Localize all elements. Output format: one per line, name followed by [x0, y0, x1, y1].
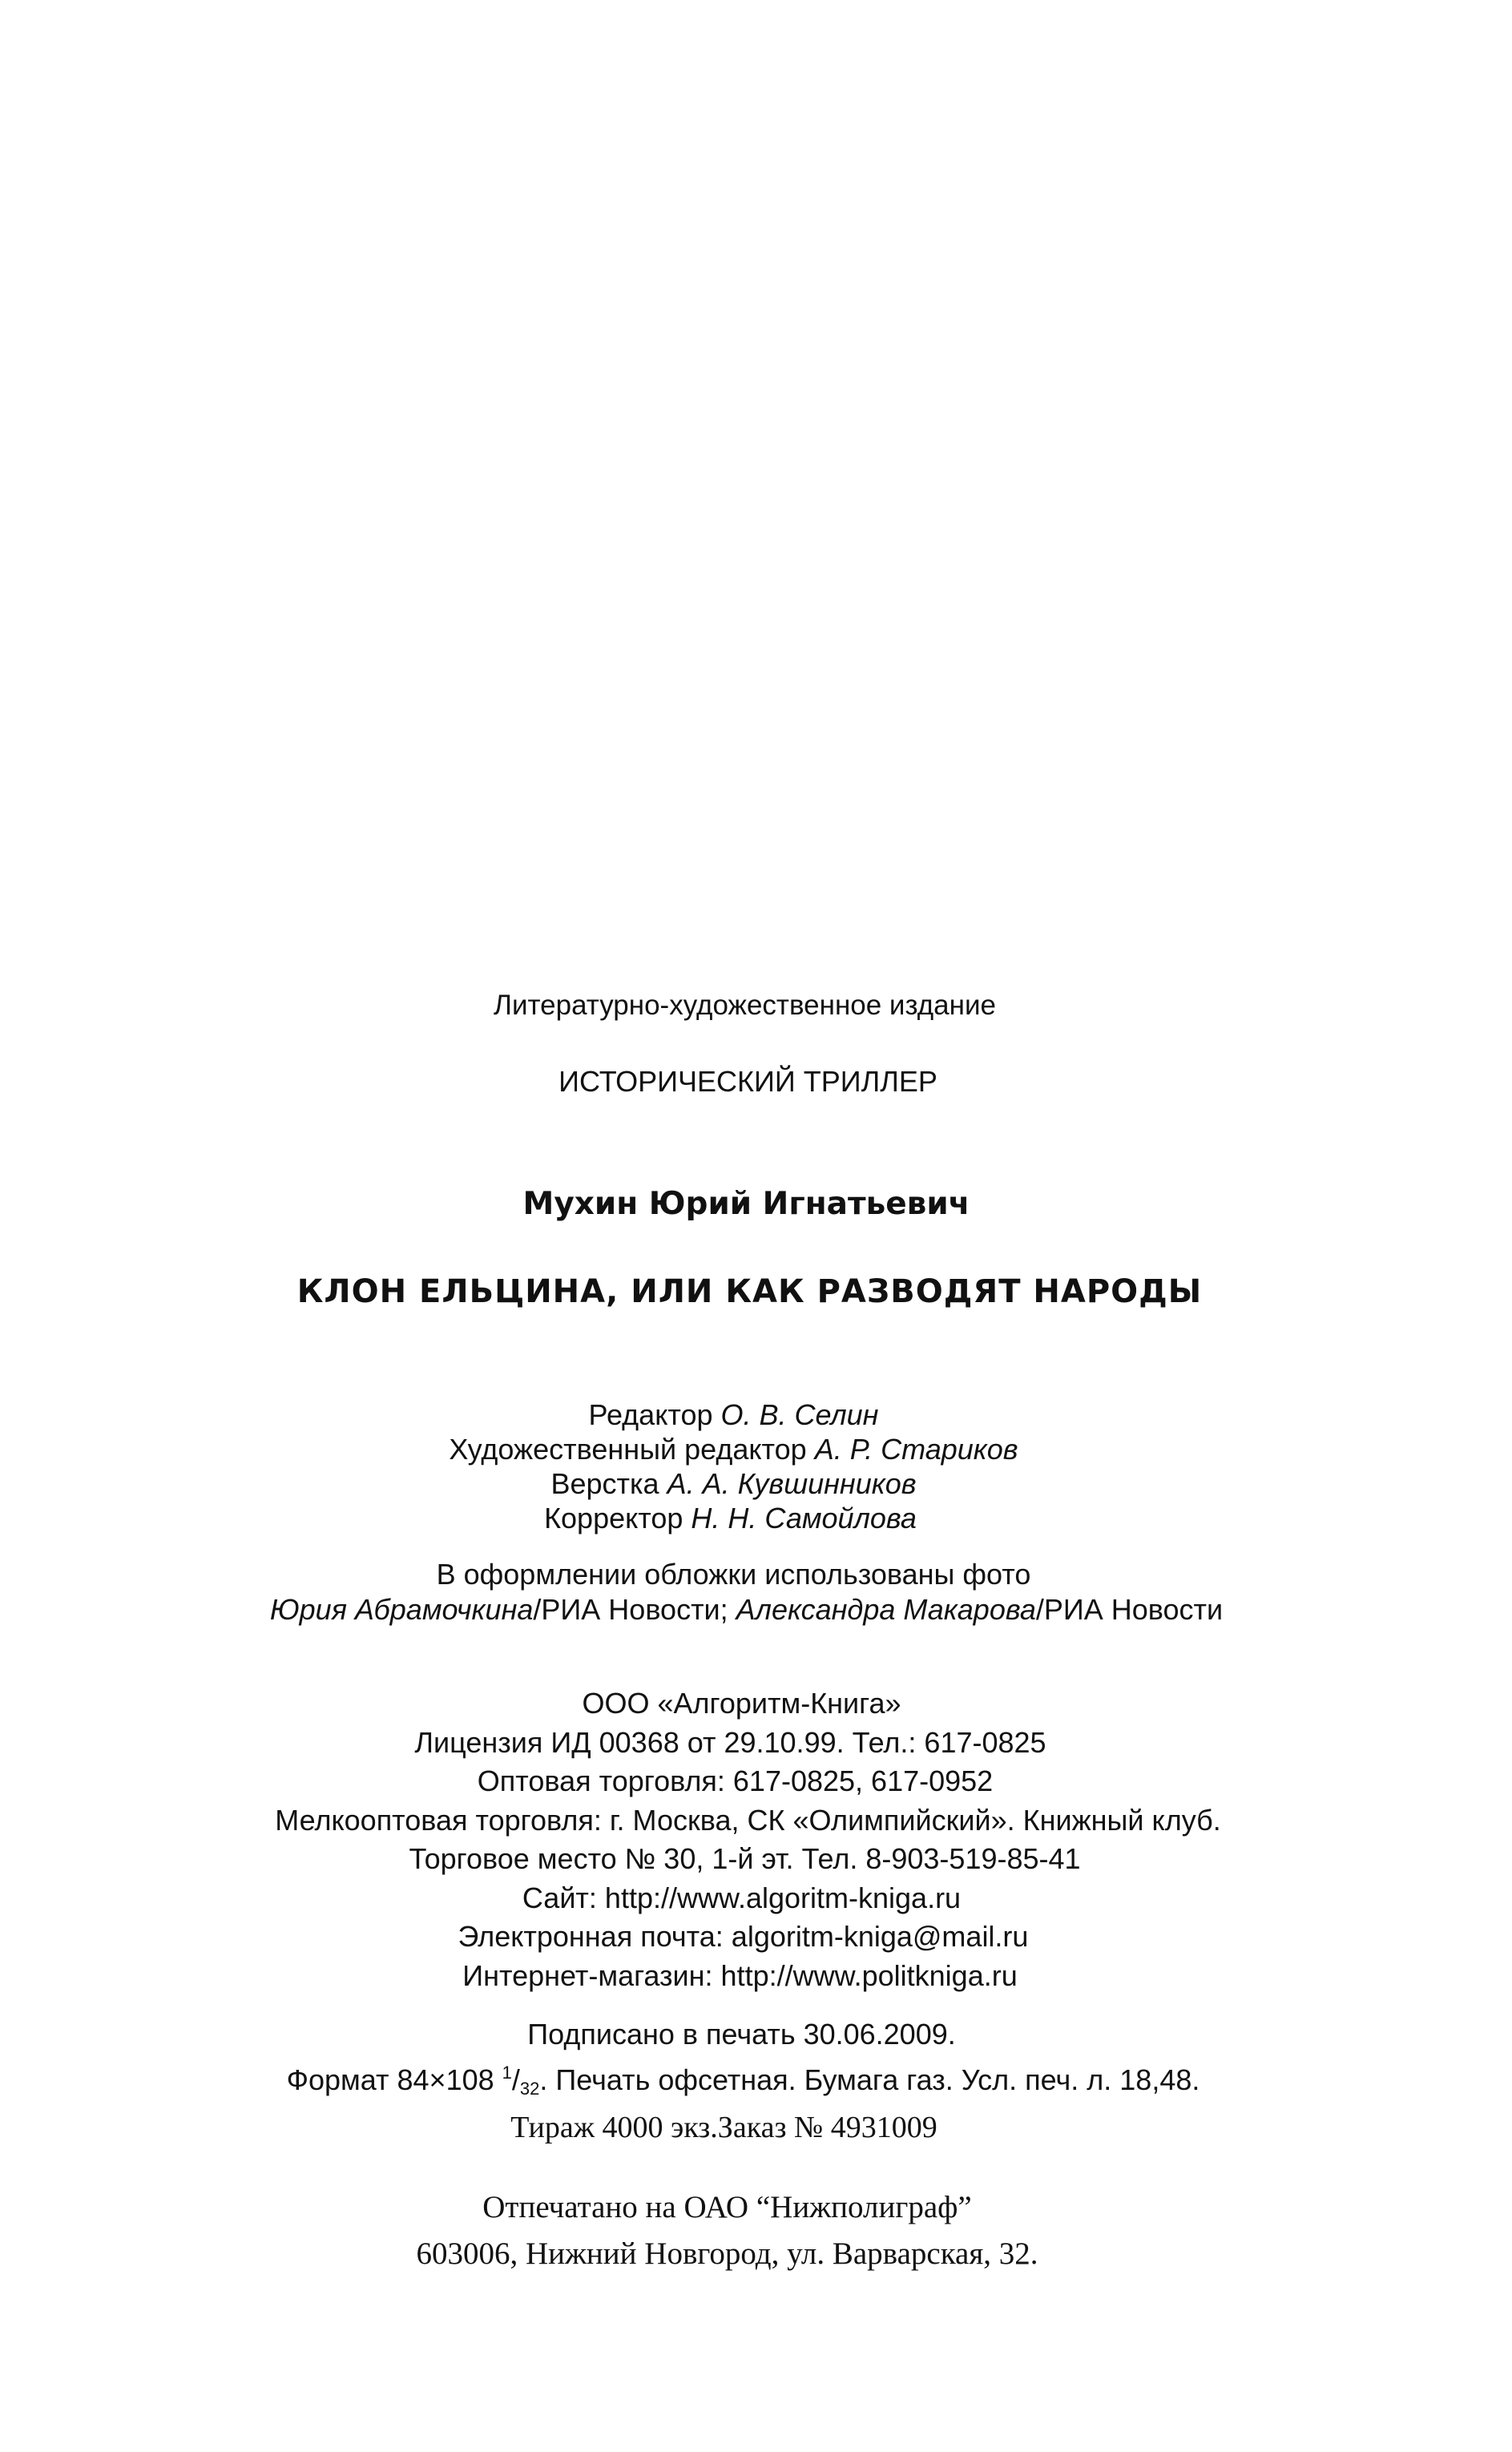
- cover-note-line1: В оформлении обложки использованы фото: [436, 1558, 1031, 1591]
- author-text: Мухин Юрий Игнатьевич: [522, 1186, 970, 1222]
- series-text: ИСТОРИЧЕСКИЙ ТРИЛЛЕР: [558, 1065, 937, 1098]
- credits-block: [0, 1397, 1512, 1535]
- credit-proofreader: Корректор Н. Н. Самойлова: [544, 1502, 917, 1535]
- print-format: Формат 84×108 $^1/_{32}$. Печать офсетная. Бумага газ. Усл. печ. л. 18,48.: [286, 2063, 1200, 2099]
- credit-art-editor: Художественный редактор А. Р. Стариков: [449, 1433, 1018, 1466]
- cover-note: [0, 1557, 1512, 1627]
- publisher-name: ООО «Алгоритм-Книга»: [582, 1687, 901, 1720]
- printer-block: [0, 2184, 1512, 2277]
- series-label: [0, 1063, 1512, 1100]
- printer-line1: Отпечатано на ОАО “Нижполиграф”: [482, 2190, 972, 2224]
- publisher-shop: Интернет-магазин: http://www.politkniga.ru: [462, 1958, 1018, 1992]
- publisher-wholesale: Оптовая торговля: 617-0825, 617-0952: [477, 1764, 994, 1797]
- book-title: [0, 1271, 1512, 1313]
- publisher-trade-place: Торговое место № 30, 1-й эт. Тел. 8-903-519-85-41: [409, 1842, 1081, 1875]
- print-signed: Подписано в печать 30.06.2009.: [527, 2018, 956, 2051]
- book-title-text: КЛОН ЕЛЬЦИНА, ИЛИ КАК РАЗВОДЯТ НАРОДЫ: [296, 1273, 1203, 1310]
- printer-line2: 603006, Нижний Новгород, ул. Варварская, 32.: [416, 2236, 1038, 2271]
- credit-layout: Верстка А. А. Кувшинников: [550, 1467, 917, 1500]
- publisher-site: Сайт: http://www.algoritm-kniga.ru: [522, 1881, 962, 1914]
- publisher-license: Лицензия ИД 00368 от 29.10.99. Тел.: 617-0825: [414, 1725, 1046, 1759]
- publisher-block: [0, 1684, 1512, 1995]
- print-run: Тираж 4000 экз.Заказ № 4931009: [510, 2111, 937, 2144]
- publisher-email: Электронная почта: algoritm-kniga@mail.ru: [458, 1920, 1029, 1953]
- cover-note-line2: Юрия Абрамочкина/РИА Новости; Александра Макарова/РИА Новости: [269, 1593, 1224, 1626]
- edition-type: [0, 987, 1512, 1024]
- author-name: [0, 1184, 1512, 1224]
- edition-type-text: Литературно-художественное издание: [493, 990, 996, 1021]
- print-info: [0, 2015, 1512, 2147]
- publisher-small-wholesale: Мелкооптовая торговля: г. Москва, СК «Олимпийский». Книжный клуб.: [275, 1803, 1221, 1837]
- credit-editor: Редактор О. В. Селин: [588, 1398, 879, 1431]
